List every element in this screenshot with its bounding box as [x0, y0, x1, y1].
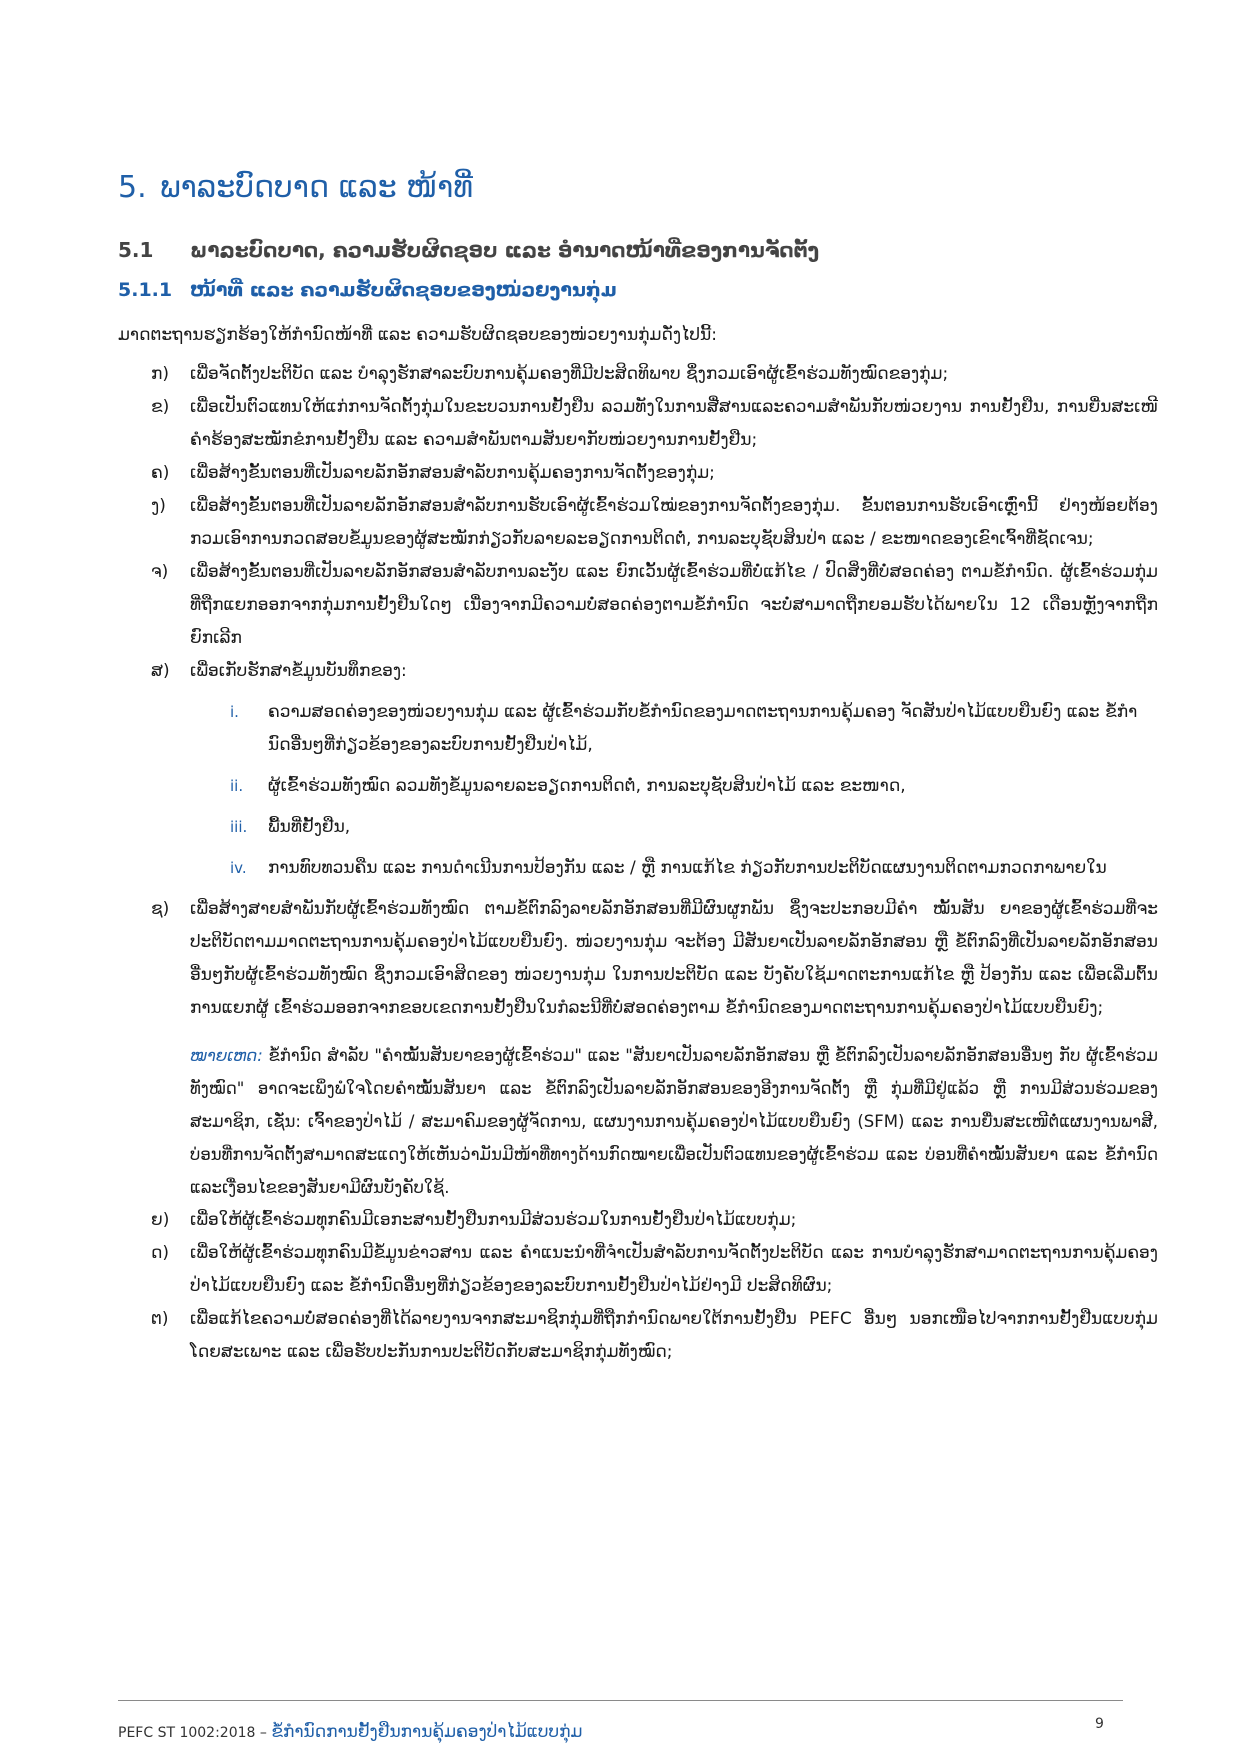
list-item-text: ເພື່ອເກັບຮັກສາຂໍ້ມູນບັນທຶກຂອງ:: [190, 661, 407, 681]
sub-list-item: [118, 770, 1158, 803]
list-marker: ຊ): [151, 899, 170, 919]
subsubsection-number: 5.1.1: [118, 279, 173, 301]
list-marker: ງ): [151, 496, 166, 516]
sub-list-marker: iv.: [230, 859, 247, 877]
sub-list-item: [118, 852, 1158, 885]
sub-list-item-text: ຜູ້ເຂົ້າຮ່ວມທັງໝົດ ລວມທັງຂໍ້ມູນລາຍລະອຽດການຕິດຕໍ່, ການລະບຸຊັບສິນປ່າໄມ້ ແລະ ຂະໜາດ,: [268, 776, 906, 796]
list-item-text: ເພື່ອສ້າງຂັ້ນຕອນທີ່ເປັນລາຍລັກອັກສອນສຳລັບການຮັບເອົາຜູ້ເຂົ້າຮ່ວມໃໝ່ຂອງການຈັດຕັ້ງຂອງກຸ່ມ. ຂັ້ນຕອນການຮັບເອົາເຫຼົ່ານີ້ ຢ່າງໜ້ອຍຕ້ອງກວມເອົາການກວດສອບຂໍ້ມູນຂອງຜູ້ສະໝັກກ່ຽວກັບລາຍລະອຽດການຕິດຕໍ່, ການລະບຸຊັບສິນປ່າ ແລະ / ຂະໜາດຂອງເຂົາເຈົ້າທີ່ຊັດເຈນ;: [190, 496, 1158, 549]
list-marker: ຂ): [151, 397, 170, 417]
section-title: ພາລະບົດບາດ ແລະ ໜ້າທີ່: [160, 170, 473, 205]
section-number: 5.: [118, 170, 147, 205]
list-item: [118, 1204, 1158, 1237]
list-item: [118, 358, 1158, 391]
list-marker: ກ): [151, 364, 170, 384]
footer-document-title: ຂໍ້ກຳນົດການຢັ້ງຢືນການຄຸ້ມຄອງປ່າໄມ້ແບບກຸ່ມ: [271, 1722, 583, 1742]
intro-paragraph: ມາດຕະຖານຮຽກຮ້ອງໃຫ້ກຳນົດໜ້າທີ່ ແລະ ຄວາມຮັບຜິດຊອບຂອງໜ່ວຍງານກຸ່ມດັ່ງໄປນີ້:: [118, 325, 717, 345]
list-marker: ຍ): [151, 1210, 170, 1230]
footer-document-code: PEFC ST 1002:2018 –: [118, 1725, 267, 1741]
list-item-text: ເພື່ອສ້າງສາຍສຳພັນກັບຜູ້ເຂົ້າຮ່ວມທັງໝົດ ຕາມຂໍ້ຕົກລົງລາຍລັກອັກສອນທີ່ມີຜົນຜູກພັນ ຊຶ່ງຈະປະກອບມີຄຳ ໝັ້ນສັນ ຍາຂອງຜູ້ເຂົ້າຮ່ວມທີ່ຈະປະຕິບັດຕາມມາດຕະຖານການຄຸ້ມຄອງປ່າໄມ້ແບບຍືນຍົງ. ໜ່ວຍງານກຸ່ມ ຈະຕ້ອງ ມີສັນຍາເປັນລາຍລັກອັກສອນ ຫຼື ຂໍ້ຕົກລົງທີ່ເປັນລາຍລັກອັກສອນອື່ນໆກັບຜູ້ເຂົ້າຮ່ວມທັງໝົດ ຊຶ່ງກວມເອົາສິດຂອງ ໜ່ວຍງານກຸ່ມ ໃນການປະຕິບັດ ແລະ ບັງຄັບໃຊ້ມາດຕະການແກ້ໄຂ ຫຼື ປ້ອງກັນ ແລະ ເພື່ອເລີ່ມຕົ້ນການແຍກຜູ້ ເຂົ້າຮ່ວມອອກຈາກຂອບເຂດການຢັ້ງຢືນໃນກໍລະນີທີ່ບໍ່ສອດຄ່ອງຕາມ ຂໍ້ກຳນົດຂອງມາດຕະຖານການຄຸ້ມຄອງປ່າໄມ້ແບບຍືນຍົງ;: [190, 899, 1158, 1018]
list-item: [118, 391, 1158, 457]
footer: [118, 1722, 583, 1742]
list-item-text: ເພື່ອໃຫ້ຜູ້ເຂົ້າຮ່ວມທຸກຄົນມີຂໍ້ມູນຂ່າວສານ ແລະ ຄຳແນະນຳທີ່ຈຳເປັນສຳລັບການຈັດຕັ້ງປະຕິບັດ ແລະ ການບຳລຸງຮັກສາມາດຕະຖານການຄຸ້ມຄອງປ່າໄມ້ແບບຍືນຍົງ ແລະ ຂໍ້ກຳນົດອື່ນໆທີ່ກ່ຽວຂ້ອງຂອງລະບົບການຢັ້ງຢືນປ່າໄມ້ຢ່າງມີ ປະສິດທິຜົນ;: [190, 1243, 1158, 1296]
subsection-title: ພາລະບົດບາດ, ຄວາມຮັບຜິດຊອບ ແລະ ອຳນາດໜ້າທີ່ຂອງການຈັດຕັ້ງ: [190, 238, 820, 262]
list-item-text: ເພື່ອເປັນຕົວແທນໃຫ້ແກ່ການຈັດຕັ້ງກຸ່ມໃນຂະບວນການຢັ້ງຢືນ ລວມທັງໃນການສື່ສານແລະຄວາມສຳພັນກັບໜ່ວຍງານ ການຢັ້ງຢືນ, ການຍື່ນສະເໜີຄຳຮ້ອງສະໝັກຂໍການຢັ້ງຢືນ ແລະ ຄວາມສຳພັນຕາມສັນຍາກັບໜ່ວຍງານການຢັ້ງຢືນ;: [190, 397, 1158, 450]
note-label: ໝາຍເຫດ:: [190, 1046, 263, 1065]
subsection-heading: [118, 238, 819, 262]
sub-list-item-text: ການທົບທວນຄືນ ແລະ ການດຳເນີນການປ້ອງກັນ ແລະ / ຫຼື ການແກ້ໄຂ ກ່ຽວກັບການປະຕິບັດແຜນງານຕິດຕາມກວດກາພາຍໃນ: [268, 858, 1107, 878]
list-item: [118, 1303, 1158, 1369]
sub-list-item: [118, 811, 1158, 844]
subsubsection-heading: [118, 279, 617, 301]
responsibilities-list: [118, 358, 1158, 1369]
list-item: [118, 1237, 1158, 1303]
page-number: 9: [1095, 1716, 1104, 1732]
list-marker: ຕ): [151, 1309, 169, 1329]
list-item-text: ເພື່ອສ້າງຂັ້ນຕອນທີ່ເປັນລາຍລັກອັກສອນສຳລັບການຄຸ້ມຄອງການຈັດຕັ້ງຂອງກຸ່ມ;: [190, 463, 715, 483]
list-item: [118, 457, 1158, 490]
list-item: [118, 655, 1158, 688]
sub-list-marker: iii.: [230, 818, 248, 836]
list-marker: ຄ): [151, 463, 170, 483]
list-item: [118, 893, 1158, 1025]
sub-list-item: [118, 696, 1158, 762]
list-item: [118, 490, 1158, 556]
note-text: ຂໍ້ກຳນົດ ສຳລັບ "ຄຳໝັ້ນສັນຍາຂອງຜູ້ເຂົ້າຮ່ວມ" ແລະ "ສັນຍາເປັນລາຍລັກອັກສອນ ຫຼື ຂໍ້ຕົກລົງເປັນລາຍລັກອັກສອນອື່ນໆ ກັບ ຜູ້ເຂົ້າຮ່ວມທັງໝົດ" ອາດຈະເພິ່ງພໍໃຈໂດຍຄຳໝັ້ນສັນຍາ ແລະ ຂໍ້ຕົກລົງເປັນລາຍລັກອັກສອນຂອງອີງການຈັດຕັ້ງ ຫຼື ກຸ່ມທີ່ມີຢູ່ແລ້ວ ຫຼື ການມີສ່ວນຮ່ວມຂອງສະມາຊິກ, ເຊັ່ນ: ເຈົ້າຂອງປ່າໄມ້ / ສະມາຄົມຂອງຜູ້ຈັດການ, ແຜນງານການຄຸ້ມຄອງປ່າໄມ້ແບບຍືນຍົງ (SFM) ແລະ ການຍື່ນສະເໜີຕໍ່ແຜນງານພາສີ, ບ່ອນທີ່ການຈັດຕັ້ງສາມາດສະແດງໃຫ້ເຫັນວ່າມັນມີໜ້າທີ່ທາງດ້ານກົດໝາຍເພື່ອເປັນຕົວແທນຂອງຜູ້ເຂົ້າຮ່ວມ ແລະ ບ່ອນທີ່ຄຳໝັ້ນສັນຍາ ແລະ ຂໍ້ກຳນົດ ແລະເງື່ອນໄຂຂອງສັນຍາມີຜົນບັງຄັບໃຊ້.: [190, 1046, 1158, 1197]
list-item-text: ເພື່ອຈັດຕັ້ງປະຕິບັດ ແລະ ບຳລຸງຮັກສາລະບົບການຄຸ້ມຄອງທີ່ມີປະສິດທິພາບ ຊຶ່ງກວມເອົາຜູ້ເຂົ້າຮ່ວມທັງໝົດຂອງກຸ່ມ;: [190, 364, 949, 384]
sub-list-marker: ii.: [230, 777, 244, 795]
subsection-number: 5.1: [118, 238, 154, 262]
sub-list-item-text: ພື້ນທີ່ຢັ້ງຢືນ,: [268, 817, 351, 837]
note-paragraph: [118, 1039, 1158, 1204]
list-item: [118, 556, 1158, 655]
list-marker: ສ): [151, 661, 170, 681]
list-item-text: ເພື່ອແກ້ໄຂຄວາມບໍ່ສອດຄ່ອງທີ່ໄດ້ລາຍງານຈາກສະມາຊິກກຸ່ມທີ່ຖືກກຳນົດພາຍໃຕ້ການຢັ້ງຢືນ PEFC ອື່ນໆ ນອກເໜືອໄປຈາກການຢັ້ງຢືນແບບກຸ່ມໂດຍສະເພາະ ແລະ ເພື່ອຮັບປະກັນການປະຕິບັດກັບສະມາຊິກກຸ່ມທັງໝົດ;: [190, 1309, 1158, 1362]
section-heading: [118, 170, 473, 205]
sub-list-item-text: ຄວາມສອດຄ່ອງຂອງໜ່ວຍງານກຸ່ມ ແລະ ຜູ້ເຂົ້າຮ່ວມກັບຂໍ້ກຳນົດຂອງມາດຕະຖານການຄຸ້ມຄອງ ຈັດສັນປ່າໄມ້ແບບຍືນຍົງ ແລະ ຂໍ້ກຳນົດອື່ນໆທີ່ກ່ຽວຂ້ອງຂອງລະບົບການຢັ້ງຢືນປ່າໄມ້,: [268, 702, 1138, 755]
subsubsection-title: ໜ້າທີ່ ແລະ ຄວາມຮັບຜິດຊອບຂອງໜ່ວຍງານກຸ່ມ: [190, 279, 617, 301]
list-item-text: ເພື່ອໃຫ້ຜູ້ເຂົ້າຮ່ວມທຸກຄົນມີເອກະສານຢັ້ງຢືນການມີສ່ວນຮ່ວມໃນການຢັ້ງຢືນປ່າໄມ້ແບບກຸ່ມ;: [190, 1210, 797, 1230]
footer-divider: [118, 1700, 1123, 1701]
list-marker: ຈ): [151, 562, 169, 582]
list-item-text: ເພື່ອສ້າງຂັ້ນຕອນທີ່ເປັນລາຍລັກອັກສອນສຳລັບການລະງັບ ແລະ ຍົກເວັ້ນຜູ້ເຂົ້າຮ່ວມທີ່ບໍ່ແກ້ໄຂ / ປົດສິ່ງທີ່ບໍ່ສອດຄ່ອງ ຕາມຂໍ້ກຳນົດ. ຜູ້ເຂົ້າຮ່ວມກຸ່ມທີ່ຖືກແຍກອອກຈາກກຸ່ມການຢັ້ງຢືນໃດໆ ເນື່ອງຈາກມີຄວາມບໍ່ສອດຄ່ອງຕາມຂໍ້ກຳນົດ ຈະບໍ່ສາມາດຖືກຍອມຮັບໄດ້ພາຍໃນ 12 ເດືອນຫຼັງຈາກຖືກຍົກເລີກ: [190, 562, 1158, 648]
list-marker: ດ): [151, 1243, 170, 1263]
sub-list-marker: i.: [230, 703, 239, 721]
